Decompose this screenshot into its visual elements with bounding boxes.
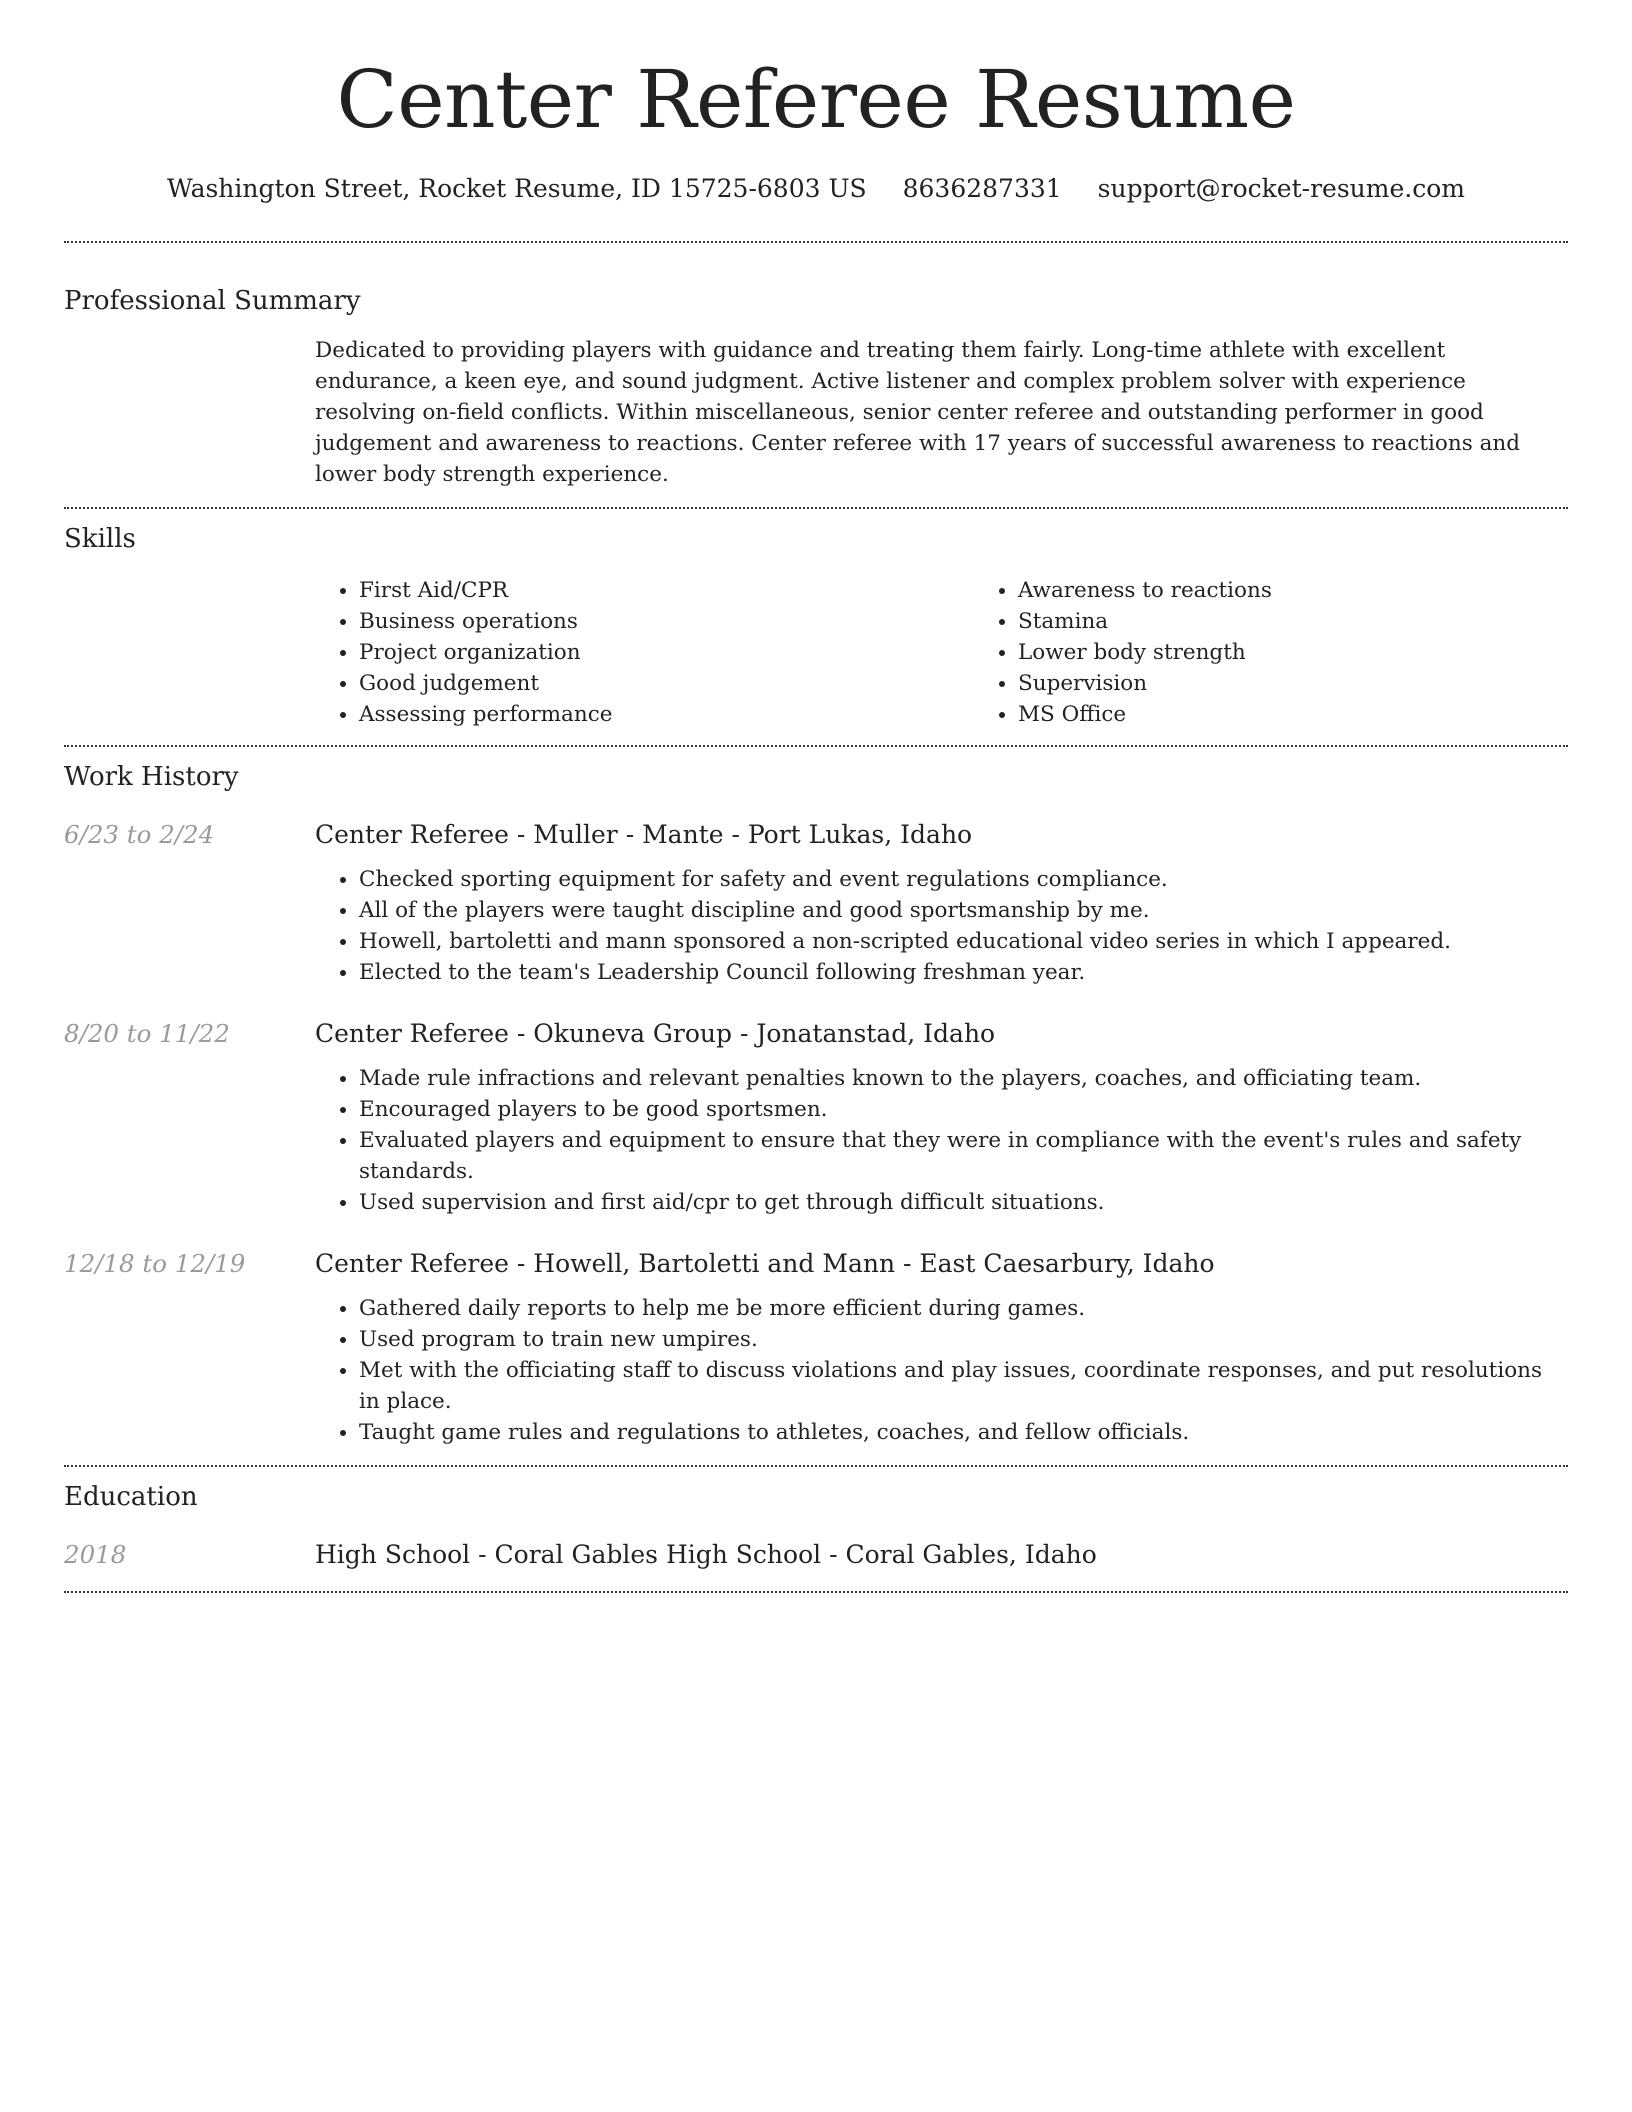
job-bullet: • Used supervision and first aid/cpr to get through difficult situations. bbox=[359, 1187, 1568, 1218]
job-dates: 12/18 to 12/19 bbox=[64, 1249, 246, 1278]
skill-item: • MS Office bbox=[1018, 699, 1632, 730]
contact-address: Washington Street, Rocket Resume, ID 15725-6803 US bbox=[167, 174, 867, 203]
skills-column-right bbox=[974, 575, 1632, 730]
skill-item: • Business operations bbox=[359, 606, 974, 637]
job-bullet: • Gathered daily reports to help me be more efficient during games. bbox=[359, 1293, 1568, 1324]
divider bbox=[64, 745, 1568, 747]
job-bullets bbox=[315, 864, 1568, 988]
skills-column-left bbox=[315, 575, 974, 730]
divider bbox=[64, 1465, 1568, 1467]
section-heading-summary: Professional Summary bbox=[64, 286, 361, 316]
education-entry bbox=[64, 1539, 1568, 1571]
job-bullet: • Elected to the team's Leadership Council following freshman year. bbox=[359, 957, 1568, 988]
job-title: Center Referee - Howell, Bartoletti and Mann - East Caesarbury, Idaho bbox=[315, 1249, 1215, 1278]
skill-item: • First Aid/CPR bbox=[359, 575, 974, 606]
job-entry bbox=[64, 1018, 1568, 1218]
divider bbox=[64, 507, 1568, 509]
job-bullets bbox=[315, 1063, 1568, 1218]
job-dates: 8/20 to 11/22 bbox=[64, 1019, 230, 1048]
contact-phone: 8636287331 bbox=[902, 174, 1062, 203]
job-bullet: • Used program to train new umpires. bbox=[359, 1324, 1568, 1355]
job-dates: 6/23 to 2/24 bbox=[64, 820, 215, 849]
skill-item: • Lower body strength bbox=[1018, 637, 1632, 668]
summary-text: Dedicated to providing players with guidance and treating them fairly. Long-time athlete with excellent endurance, a keen eye, and sound judgment. Active listener and complex problem solver with experience resolving on-field conflicts. Within miscellaneous, senior center referee and outstanding performer in good judgement and awareness to reactions. Center referee with 17 years of successful awareness to reactions and lower body strength experience. bbox=[315, 338, 1521, 487]
job-bullets bbox=[315, 1293, 1568, 1448]
job-bullet: • Evaluated players and equipment to ensure that they were in compliance with the event's rules and safety standards. bbox=[359, 1125, 1568, 1187]
skill-item: • Good judgement bbox=[359, 668, 974, 699]
job-bullet: • Checked sporting equipment for safety and event regulations compliance. bbox=[359, 864, 1568, 895]
job-title: Center Referee - Muller - Mante - Port Lukas, Idaho bbox=[315, 820, 973, 849]
skill-item: • Project organization bbox=[359, 637, 974, 668]
job-entry bbox=[64, 819, 1568, 988]
job-bullet: • All of the players were taught discipline and good sportsmanship by me. bbox=[359, 895, 1568, 926]
education-title: High School - Coral Gables High School - Coral Gables, Idaho bbox=[315, 1540, 1097, 1569]
job-entry bbox=[64, 1248, 1568, 1448]
divider bbox=[64, 241, 1568, 243]
skill-item: • Assessing performance bbox=[359, 699, 974, 730]
job-bullet: • Howell, bartoletti and mann sponsored a non-scripted educational video series in which I appeared. bbox=[359, 926, 1568, 957]
job-bullet: • Taught game rules and regulations to athletes, coaches, and fellow officials. bbox=[359, 1417, 1568, 1448]
contact-email: support@rocket-resume.com bbox=[1097, 174, 1465, 203]
section-heading-skills: Skills bbox=[64, 524, 136, 554]
job-bullet: • Met with the officiating staff to discuss violations and play issues, coordinate responses, and put resolutions in place. bbox=[359, 1355, 1568, 1417]
education-year: 2018 bbox=[64, 1540, 127, 1569]
contact-line bbox=[64, 172, 1568, 206]
job-bullet: • Encouraged players to be good sportsmen. bbox=[359, 1094, 1568, 1125]
skill-item: • Supervision bbox=[1018, 668, 1632, 699]
skill-item: • Awareness to reactions bbox=[1018, 575, 1632, 606]
skill-item: • Stamina bbox=[1018, 606, 1632, 637]
section-heading-work-history: Work History bbox=[64, 762, 239, 792]
resume-page bbox=[64, 0, 1568, 1593]
divider bbox=[64, 1591, 1568, 1593]
job-title: Center Referee - Okuneva Group - Jonatanstad, Idaho bbox=[315, 1019, 996, 1048]
job-bullet: • Made rule infractions and relevant penalties known to the players, coaches, and officiating team. bbox=[359, 1063, 1568, 1094]
page-title: Center Referee Resume bbox=[336, 53, 1296, 146]
skills-list bbox=[315, 575, 1632, 730]
section-heading-education: Education bbox=[64, 1482, 198, 1512]
